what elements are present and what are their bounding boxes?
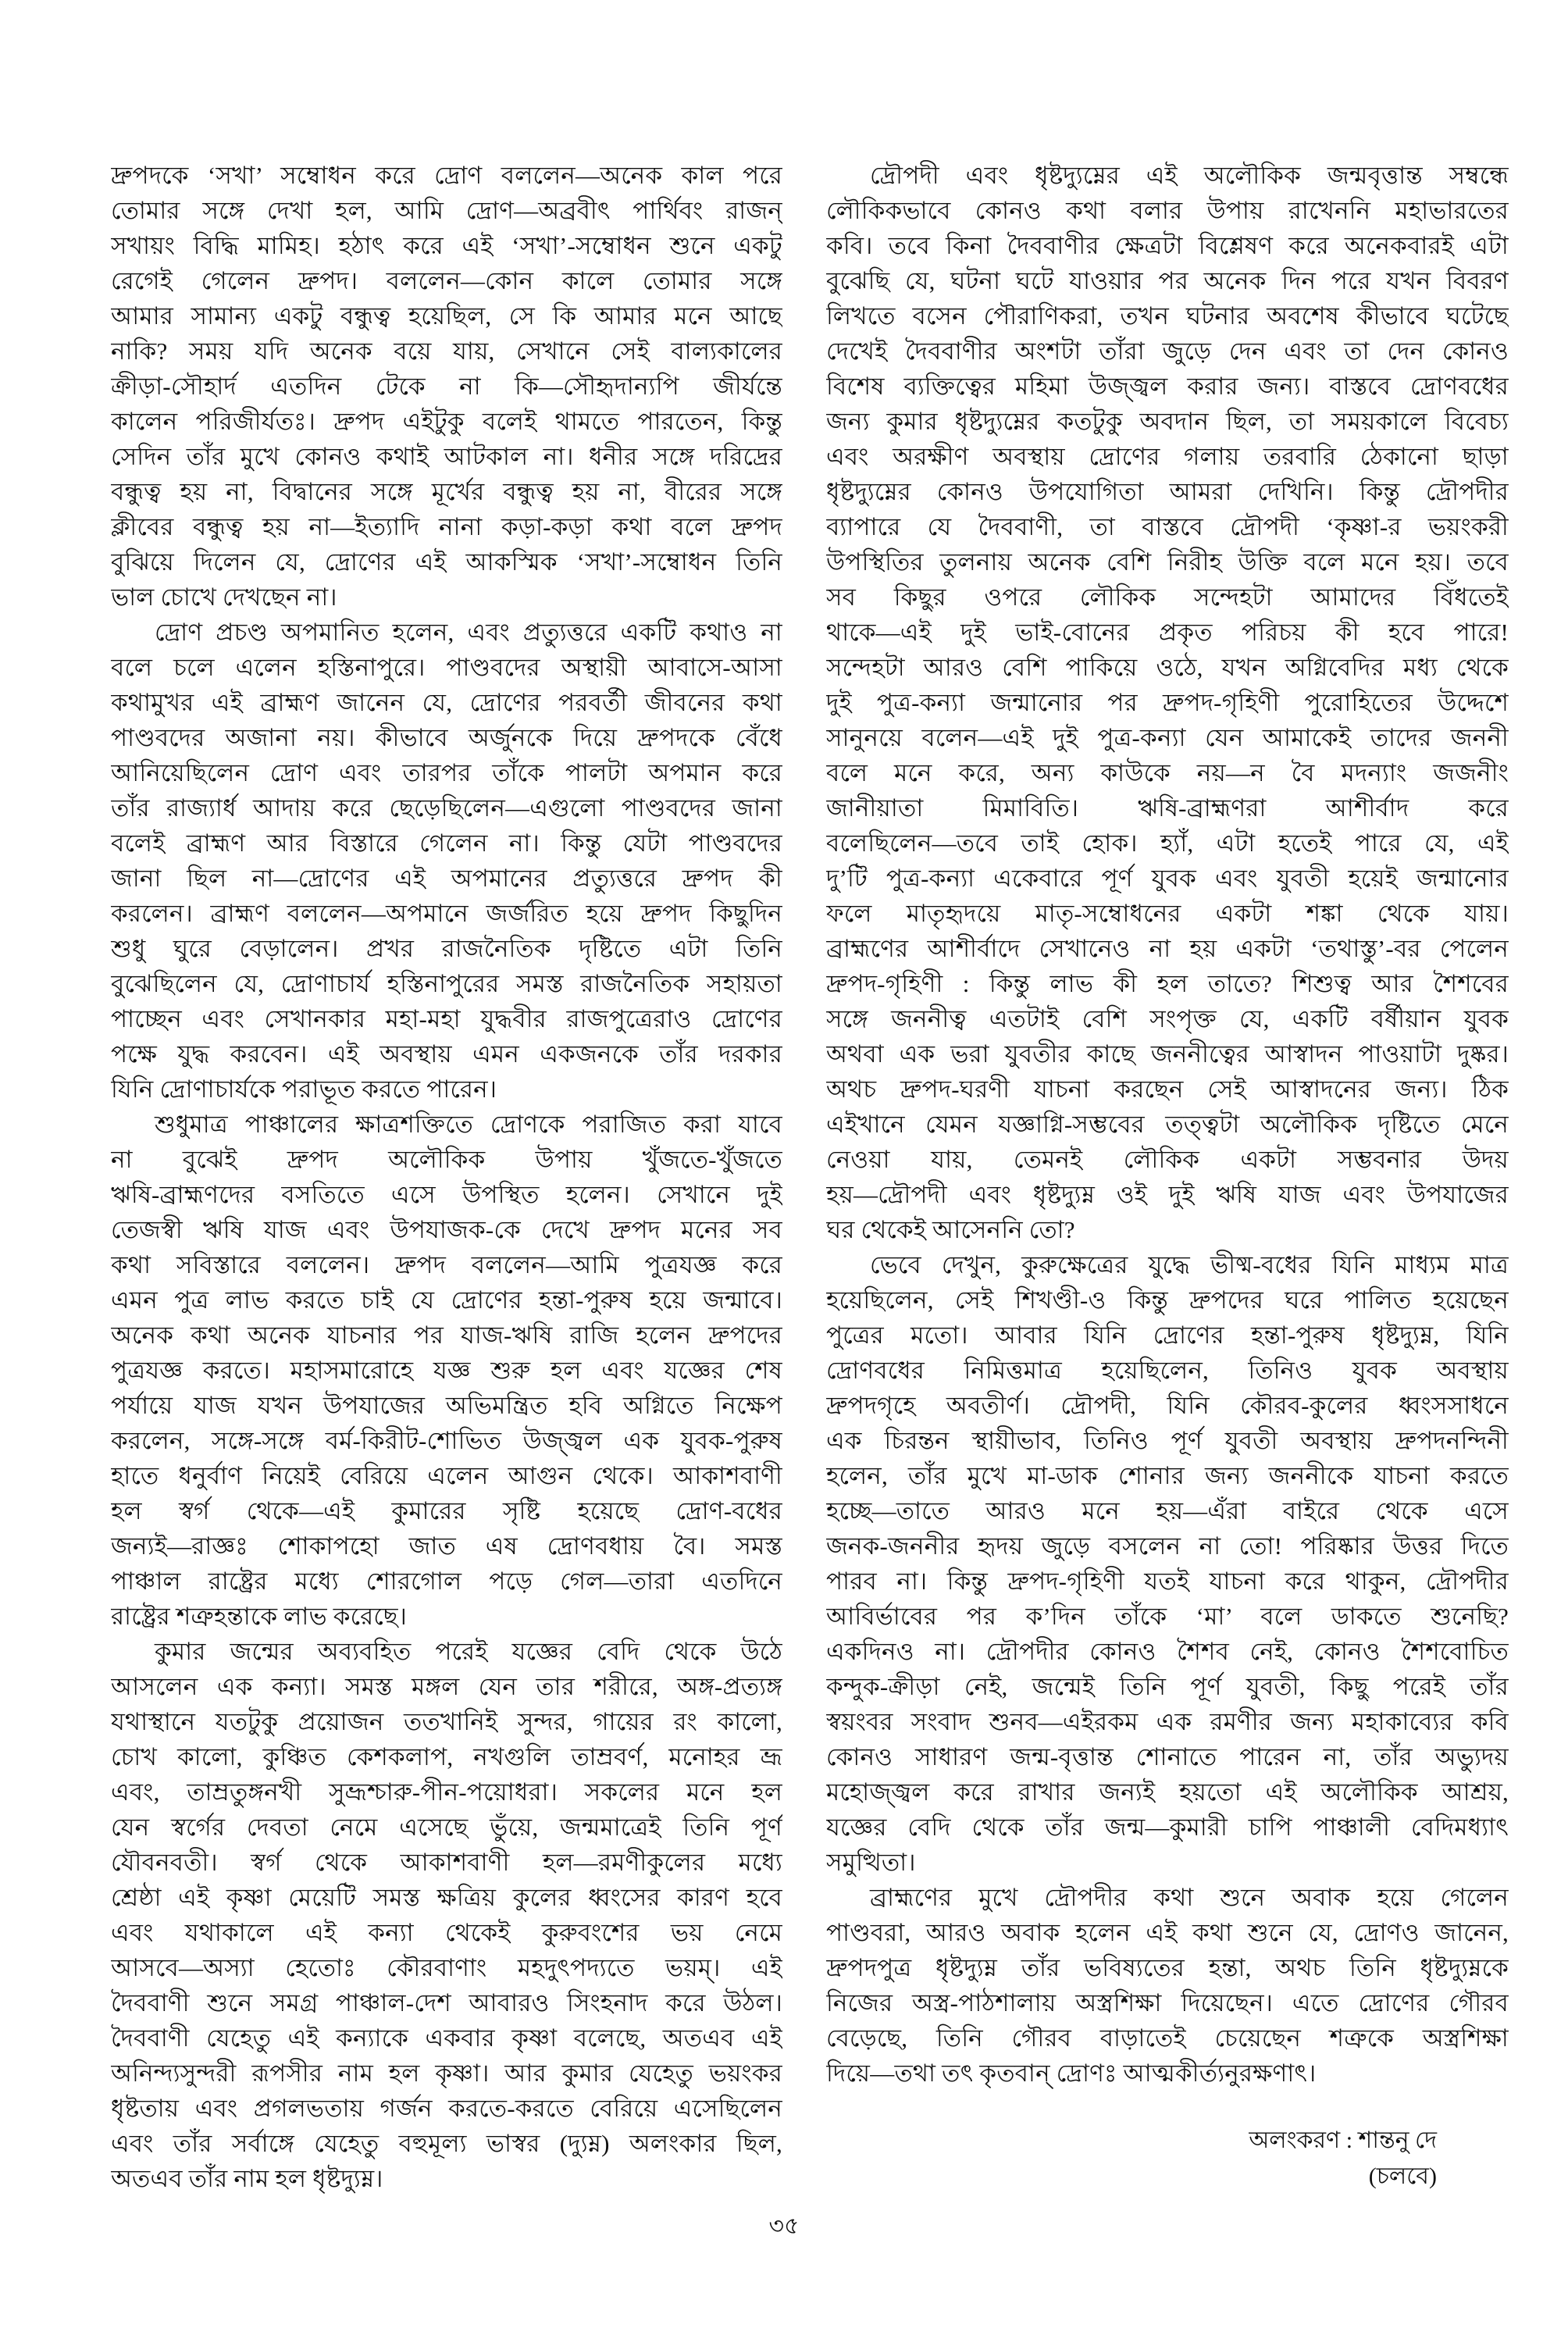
page-number: ৩৫ [768,2213,800,2239]
text-line: অথবা এক ভরা যুবতীর কাছে জননীত্বের আস্বাদন পাওয়াটা দুষ্কর। [826,1040,1509,1068]
text-line: দ্রোণ প্রচণ্ড অপমানিত হলেন, এবং প্রত্যুত্তরে একটি কথাও না [155,619,782,646]
text-line: আমার সামান্য একটু বন্ধুত্ব হয়েছিল, সে কি আমার মনে আছে [111,302,782,330]
text-line: অনিন্দ্যসুন্দরী রূপসীর নাম হল কৃষ্ণা। আর কুমার যেহেতু ভয়ংকর [111,2059,782,2087]
text-line: অনেক কথা অনেক যাচনার পর যাজ-ঋষি রাজি হলেন দ্রুপদের [111,1321,782,1349]
text-line: কথামুখর এই ব্রাহ্মণ জানেন যে, দ্রোণের পরবর্তী জীবনের কথা [111,689,782,716]
text-line: বুঝেছি যে, ঘটনা ঘটে যাওয়ার পর অনেক দিন পরে যখন বিবরণ [826,267,1509,294]
text-line: বুঝেছিলেন যে, দ্রোণাচার্য হস্তিনাপুরের সমস্ত রাজনৈতিক সহায়তা [111,970,782,997]
text-line: যজ্ঞের বেদি থেকে তাঁর জন্ম—কুমারী চাপি পাঞ্চালী বেদিমধ্যাৎ [826,1813,1509,1841]
text-line: ঋষি-ব্রাহ্মণদের বসতিতে এসে উপস্থিত হলেন। সেখানে দুই [111,1181,782,1208]
text-column-right [826,158,1509,2091]
text-line: সন্দেহটা আরও বেশি পাকিয়ে ওঠে, যখন অগ্নিবেদির মধ্য থেকে [826,654,1509,681]
paragraph [826,1880,1509,2091]
text-line: ক্লীবের বন্ধুত্ব হয় না—ইত্যাদি নানা কড়া-কড়া কথা বলে দ্রুপদ [111,513,782,540]
text-line: কথা সবিস্তারে বললেন। দ্রুপদ বললেন—আমি পুত্রযজ্ঞ করে [111,1251,782,1278]
text-line: পর্যায়ে যাজ যখন উপযাজের অভিমন্ত্রিত হবি অগ্নিতে নিক্ষেপ [111,1392,782,1419]
text-line: দিয়ে—তথা তৎ কৃতবান্ দ্রোণঃ আত্মকীর্ত্যনুরক্ষণাৎ। [826,2059,1317,2087]
text-line: বলেই ব্রাহ্মণ আর বিস্তারে গেলেন না। কিন্তু যেটা পাণ্ডবদের [111,829,782,857]
text-line: চোখ কালো, কুঞ্চিত কেশকলাপ, নখগুলি তাম্রবর্ণ, মনোহর ভ্রূ [111,1743,782,1771]
text-line: দৈববাণী যেহেতু এই কন্যাকে একবার কৃষ্ণা বলেছে, অতএব এই [111,2024,782,2052]
text-line: জন্যই—রাজ্ঞঃ শোকাপহো জাত এষ দ্রোণবধায় বৈ। সমস্ত [111,1532,782,1560]
text-line: জন্য কুমার ধৃষ্টদ্যুম্নের কতটুকু অবদান ছিল, তা সময়কালে বিবেচ্য [826,408,1509,435]
text-line: লিখতে বসেন পৌরাণিকরা, তখন ঘটনার অবশেষ কীভাবে ঘটেছে [826,302,1509,330]
text-line: রেগেই গেলেন দ্রুপদ। বললেন—কোন কালে তোমার সঙ্গে [111,267,782,294]
text-line: পাণ্ডবদের অজানা নয়। কীভাবে অর্জুনকে দিয়ে দ্রুপদকে বেঁধে [111,724,782,751]
text-line: সেদিন তাঁর মুখে কোনও কথাই আটকাল না। ধনীর সঙ্গে দরিদ্রের [111,443,782,470]
text-line: নিজের অস্ত্র-পাঠশালায় অস্ত্রশিক্ষা দিয়েছেন। এতে দ্রোণের গৌরব [826,1989,1509,2017]
paragraph [111,615,782,1107]
text-line: যিনি দ্রোণাচার্যকে পরাভূত করতে পারেন। [111,1075,497,1103]
text-column-left [111,158,782,2196]
text-line: আসলেন এক কন্যা। সমস্ত মঙ্গল যেন তার শরীরে, অঙ্গ-প্রত্যঙ্গ [111,1673,782,1700]
text-line: হাতে ধনুর্বাণ নিয়েই বেরিয়ে এলেন আগুন থেকে। আকাশবাণী [111,1462,782,1489]
text-line: সব কিছুর ওপরে লৌকিক সন্দেহটা আমাদের বিঁধতেই [826,583,1509,611]
text-line: জানা ছিল না—দ্রোণের এই অপমানের প্রত্যুত্তরে দ্রুপদ কী [111,865,782,892]
text-line: আবির্ভাবের পর ক’দিন তাঁকে ‘মা’ বলে ডাকতে শুনেছি? [826,1603,1509,1630]
text-line: তেজস্বী ঋষি যাজ এবং উপযাজক-কে দেখে দ্রুপদ মনের সব [111,1216,782,1243]
text-line: সানুনয়ে বলেন—এই দুই পুত্র-কন্যা যেন আমাকেই তাদের জননী [826,724,1509,751]
paragraph [826,1247,1509,1880]
text-line: পুত্রের মতো। আবার যিনি দ্রোণের হন্তা-পুরুষ ধৃষ্টদ্যুম্ন, যিনি [826,1321,1509,1349]
text-line: করলেন, সঙ্গে-সঙ্গে বর্ম-কিরীট-শোভিত উজ্জ্বল এক যুবক-পুরুষ [111,1427,782,1454]
text-line: সমুত্থিতা। [826,1849,916,1876]
text-line: এইখানে যেমন যজ্ঞাগ্নি-সম্ভবের তত্ত্বটা অলৌকিক দৃষ্টিতে মেনে [826,1111,1509,1138]
text-line: ভেবে দেখুন, কুরুক্ষেত্রের যুদ্ধে ভীষ্ম-বধের যিনি মাধ্যম মাত্র [870,1251,1509,1278]
text-line: ব্যাপারে যে দৈববাণী, তা বাস্তবে দ্রৌপদী ‘কৃষ্ণা-র ভয়ংকরী [826,513,1509,540]
text-line: এমন পুত্র লাভ করতে চাই যে দ্রোণের হন্তা-পুরুষ হয়ে জন্মাবে। [111,1286,782,1314]
text-line: আসবে—অস্যা হেতোঃ কৌরবাণাং মহদুৎপদ্যতে ভয়ম্। এই [111,1954,782,1981]
text-line: এবং অরক্ষীণ অবস্থায় দ্রোণের গলায় তরবারি ঠেকানো ছাড়া [826,443,1509,470]
text-line: সঙ্গে জননীত্ব এতটাই বেশি সংপৃক্ত যে, একটি বর্ষীয়ান যুবক [826,1005,1509,1032]
text-line: ধৃষ্টতায় এবং প্রগলভতায় গর্জন করতে-করতে বেরিয়ে এসেছিলেন [111,2095,782,2122]
text-line: পাণ্ডবরা, আরও অবাক হলেন এই কথা শুনে যে, দ্রোণও জানেন, [826,1919,1509,1946]
text-line: দ্রোণবধের নিমিত্তমাত্র হয়েছিলেন, তিনিও যুবক অবস্থায় [826,1357,1509,1384]
text-line: মহোজ্জ্বল করে রাখার জন্যই হয়তো এই অলৌকিক আশ্রয়, [826,1778,1509,1806]
text-line: যথাস্থানে যতটুকু প্রয়োজন ততখানিই সুন্দর, গায়ের রং কালো, [111,1708,782,1735]
text-line: যেন স্বর্গের দেবতা নেমে এসেছে ভুঁয়ে, জন্মমাত্রেই তিনি পূর্ণ [111,1813,782,1841]
text-line: দ্রুপদ-গৃহিণী : কিন্তু লাভ কী হল তাতে? শিশুত্ব আর শৈশবের [826,970,1509,997]
text-line: এবং তাঁর সর্বাঙ্গে যেহেতু বহুমূল্য ভাস্বর (দ্যুম্ন) অলংকার ছিল, [111,2130,782,2157]
text-line: জনক-জননীর হৃদয় জুড়ে বসলেন না তো! পরিষ্কার উত্তর দিতে [826,1532,1509,1560]
text-line: জানীয়াতা মিমাবিতি। ঋষি-ব্রাহ্মণরা আশীর্বাদ করে [826,794,1509,822]
text-line: দ্রুপদকে ‘সখা’ সম্বোধন করে দ্রোণ বললেন—অনেক কাল পরে [111,162,782,189]
to-be-continued-note: (চলবে) [1368,2163,1437,2189]
text-line: নেওয়া যায়, তেমনই লৌকিক একটা সম্ভবনার উদয় [826,1146,1509,1173]
text-line: অথচ দ্রুপদ-ঘরণী যাচনা করছেন সেই আস্বাদনের জন্য। ঠিক [826,1075,1509,1103]
text-line: অতএব তাঁর নাম হল ধৃষ্টদ্যুম্ন। [111,2165,383,2192]
text-line: ফলে মাতৃহৃদয়ে মাতৃ-সম্বোধনের একটা শঙ্কা থেকে যায়। [826,900,1509,927]
text-line: শ্রেষ্ঠা এই কৃষ্ণা মেয়েটি সমস্ত ক্ষত্রিয় কুলের ধ্বংসের কারণ হবে [111,1884,782,1911]
text-line: স্বয়ংবর সংবাদ শুনব—এইরকম এক রমণীর জন্য মহাকাব্যের কবি [826,1708,1509,1735]
text-line: তোমার সঙ্গে দেখা হল, আমি দ্রোণ—অব্রবীৎ পার্থিবং রাজন্ [111,197,782,224]
text-line: ভাল চোখে দেখছেন না। [111,583,337,611]
paragraph [111,158,782,615]
text-line: হয়—দ্রৌপদী এবং ধৃষ্টদ্যুম্ন ওই দুই ঋষি যাজ এবং উপযাজের [826,1181,1509,1208]
text-line: এবং যথাকালে এই কন্যা থেকেই কুরুবংশের ভয় নেমে [111,1919,782,1946]
text-line: শুধুমাত্র পাঞ্চালের ক্ষাত্রশক্তিতে দ্রোণকে পরাজিত করা যাবে [155,1111,782,1138]
text-line: এক চিরন্তন স্থায়ীভাব, তিনিও পূর্ণ যুবতী অবস্থায় দ্রুপদনন্দিনী [826,1427,1509,1454]
paragraph [111,1634,782,2196]
text-line: বুঝিয়ে দিলেন যে, দ্রোণের এই আকস্মিক ‘সখা’-সম্বোধন তিনি [111,548,782,576]
text-line: না বুঝেই দ্রুপদ অলৌকিক উপায় খুঁজতে-খুঁজতে [111,1146,782,1173]
text-line: আনিয়েছিলেন দ্রোণ এবং তারপর তাঁকে পালটা অপমান করে [111,759,782,786]
text-line: দৈববাণী শুনে সমগ্র পাঞ্চাল-দেশ আবারও সিংহনাদ করে উঠল। [111,1989,782,2017]
text-line: দ্রুপদপুত্র ধৃষ্টদ্যুম্ন তাঁর ভবিষ্যতের হন্তা, অথচ তিনি ধৃষ্টদ্যুম্নকে [826,1954,1509,1981]
text-line: পুত্রযজ্ঞ করতে। মহাসমারোহে যজ্ঞ শুরু হল এবং যজ্ঞের শেষ [111,1357,782,1384]
text-line: দ্রৌপদী এবং ধৃষ্টদ্যুম্নের এই অলৌকিক জন্মবৃত্তান্ত সম্বন্ধে [870,162,1509,189]
text-line: সখায়ং বিদ্ধি মামিহ। হঠাৎ করে এই ‘সখা’-সম্বোধন শুনে একটু [111,232,782,259]
text-line: লৌকিকভাবে কোনও কথা বলার উপায় রাখেননি মহাভারতের [826,197,1509,224]
text-line: হচ্ছে—তাতে আরও মনে হয়—এঁরা বাইরে থেকে এসে [826,1497,1509,1524]
text-line: বলেছিলেন—তবে তাই হোক। হ্যাঁ, এটা হতেই পারে যে, এই [826,829,1509,857]
text-line: কন্দুক-ক্রীড়া নেই, জন্মেই তিনি পূর্ণ যুবতী, কিছু পরেই তাঁর [826,1673,1509,1700]
text-line: পক্ষে যুদ্ধ করবেন। এই অবস্থায় এমন একজনকে তাঁর দরকার [111,1040,782,1068]
text-line: একদিনও না। দ্রৌপদীর কোনও শৈশব নেই, কোনও শৈশবোচিত [826,1638,1509,1665]
text-line: হলেন, তাঁর মুখে মা-ডাক শোনার জন্য জননীকে যাচনা করতে [826,1462,1509,1489]
text-line: শুধু ঘুরে বেড়ালেন। প্রখর রাজনৈতিক দৃষ্টিতে এটা তিনি [111,935,782,962]
text-line: করলেন। ব্রাহ্মণ বললেন—অপমানে জর্জরিত হয়ে দ্রুপদ কিছুদিন [111,900,782,927]
text-line: দ্রুপদগৃহে অবতীর্ণ। দ্রৌপদী, যিনি কৌরব-কুলের ধ্বংসসাধনে [826,1392,1509,1419]
text-line: যৌবনবতী। স্বর্গ থেকে আকাশবাণী হল—রমণীকুলের মধ্যে [111,1849,782,1876]
text-line: পারব না। কিন্তু দ্রুপদ-গৃহিণী যতই যাচনা করে থাকুন, দ্রৌপদীর [826,1567,1509,1595]
text-line: হল স্বর্গ থেকে—এই কুমারের সৃষ্টি হয়েছে দ্রোণ-বধের [111,1497,782,1524]
text-line: ধৃষ্টদ্যুম্নের কোনও উপযোগিতা আমরা দেখিনি। কিন্তু দ্রৌপদীর [826,478,1509,505]
text-line: বেড়েছে, তিনি গৌরব বাড়াতেই চেয়েছেন শত্রুকে অস্ত্রশিক্ষা [826,2024,1509,2052]
text-line: বলে চলে এলেন হস্তিনাপুরে। পাণ্ডবদের অস্থায়ী আবাসে-আসা [111,654,782,681]
text-line: হয়েছিলেন, সেই শিখণ্ডী-ও কিন্তু দ্রুপদের ঘরে পালিত হয়েছেন [826,1286,1509,1314]
text-line: ব্রাহ্মণের মুখে দ্রৌপদীর কথা শুনে অবাক হয়ে গেলেন [870,1884,1509,1911]
text-line: কুমার জন্মের অব্যবহিত পরেই যজ্ঞের বেদি থেকে উঠে [155,1638,782,1665]
paragraph [111,1107,782,1634]
text-line: পাঞ্চাল রাষ্ট্রের মধ্যে শোরগোল পড়ে গেল—তারা এতদিনে [111,1567,782,1595]
text-line: দেখেই দৈববাণীর অংশটা তাঁরা জুড়ে দেন এবং তা দেন কোনও [826,337,1509,365]
text-line: উপস্থিতির তুলনায় অনেক বেশি নিরীহ উক্তি বলে মনে হয়। তবে [826,548,1509,576]
text-line: তাঁর রাজ্যার্ধ আদায় করে ছেড়েছিলেন—এগুলো পাণ্ডবদের জানা [111,794,782,822]
text-line: বিশেষ ব্যক্তিত্বের মহিমা উজ্জ্বল করার জন্য। বাস্তবে দ্রোণবধের [826,373,1509,400]
text-line: দু’টি পুত্র-কন্যা একেবারে পূর্ণ যুবক এবং যুবতী হয়েই জন্মানোর [826,865,1509,892]
article-footer [1249,2123,1437,2195]
text-line: ঘর থেকেই আসেননি তো? [826,1216,1075,1243]
text-line: ক্রীড়া-সৌহার্দ এতদিন টেকে না কি—সৌহৃদান্যপি জীর্যন্তে [111,373,782,400]
text-line: কোনও সাধারণ জন্ম-বৃত্তান্ত শোনাতে পারেন না, তাঁর অভ্যুদয় [826,1743,1509,1771]
text-line: ব্রাহ্মণের আশীর্বাদে সেখানেও না হয় একটা ‘তথাস্তু’-বর পেলেন [826,935,1509,962]
text-line: দুই পুত্র-কন্যা জন্মানোর পর দ্রুপদ-গৃহিণী পুরোহিতের উদ্দেশে [826,689,1509,716]
text-line: বলে মনে করে, অন্য কাউকে নয়—ন বৈ মদন্যাং জজনীং [826,759,1509,786]
text-line: পাচ্ছেন এবং সেখানকার মহা-মহা যুদ্ধবীর রাজপুত্রেরাও দ্রোণের [111,1005,782,1032]
text-line: থাকে—এই দুই ভাই-বোনের প্রকৃত পরিচয় কী হবে পারে! [826,619,1509,646]
paragraph [826,158,1509,1247]
text-line: এবং, তাম্রতুঙ্গনখী সুভ্রূশ্চারু-পীন-পয়োধরা। সকলের মনে হল [111,1778,782,1806]
text-line: রাষ্ট্রের শত্রুহন্তাকে লাভ করেছে। [111,1603,408,1630]
text-line: বন্ধুত্ব হয় না, বিদ্বানের সঙ্গে মূর্খের বন্ধুত্ব হয় না, বীরের সঙ্গে [111,478,782,505]
illustration-credit: অলংকরণ : শান্তনু দে [1249,2127,1437,2153]
text-line: নাকি? সময় যদি অনেক বয়ে যায়, সেখানে সেই বাল্যকালের [111,337,782,365]
text-line: কবি। তবে কিনা দৈববাণীর ক্ষেত্রটা বিশ্লেষণ করে অনেকবারই এটা [826,232,1509,259]
text-line: কালেন পরিজীর্যতঃ। দ্রুপদ এইটুকু বলেই থামতে পারতেন, কিন্তু [111,408,782,435]
